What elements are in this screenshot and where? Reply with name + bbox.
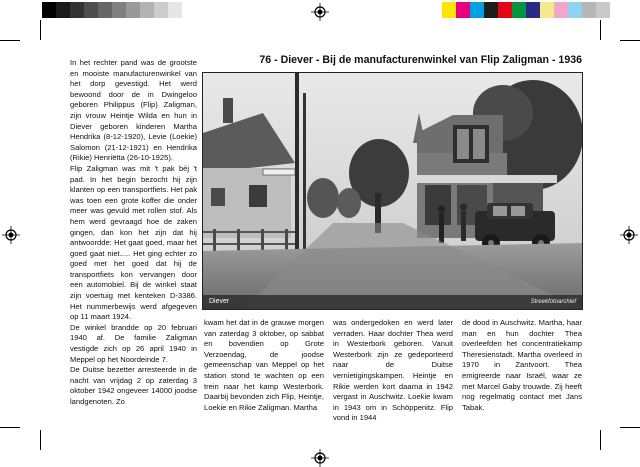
color-swatch (484, 2, 498, 18)
crop-mark (40, 430, 41, 450)
gray-swatch (56, 2, 70, 18)
color-swatch (498, 2, 512, 18)
gray-swatch (84, 2, 98, 18)
color-swatch (456, 2, 470, 18)
crop-mark (0, 40, 20, 41)
color-swatch (554, 2, 568, 18)
registration-mark-right (620, 226, 638, 244)
color-swatch (526, 2, 540, 18)
grayscale-calibration-bar (42, 2, 196, 18)
paragraph: kwam het dat in de grauwe morgen van zaterdag 3 oktober, op sabbat en bovendien op Grote Verzoendag, de joodse gemeenschap van Meppel op het station stond te wachten op een trein naar het kamp Westerbork. Daarbij bevonden zich Flip, Heintje, Loekie en Rikie Zaligman. Martha (204, 318, 324, 412)
page-title: 76 - Diever - Bij de manufacturenwinkel van Flip Zaligman - 1936 (259, 54, 582, 66)
color-calibration-bar (442, 2, 610, 18)
paragraph: De winkel brandde op 20 februari 1940 af. De familie Zaligman vestigde zich op 26 april 1940 in Meppel op het Noordeinde 7. (70, 322, 197, 364)
color-swatch (470, 2, 484, 18)
color-swatch (540, 2, 554, 18)
color-swatch (568, 2, 582, 18)
photo-credit: Streekfotoarchief (530, 299, 576, 305)
crop-mark (0, 427, 20, 428)
gray-swatch (168, 2, 182, 18)
gray-swatch (182, 2, 196, 18)
gray-swatch (70, 2, 84, 18)
photo-caption-place: Diever (209, 298, 230, 305)
paragraph: was ondergedoken en werd later verraden. Haar dochter Thea werd in Westerbork geboren. Vanuit Westerbork zijn ze gedeporteerd naar de Duitse vernietigingskampen. Heintje en Rikie werden kort daarna in 1942 vergast in Auschwitz. Loekie kwam in 1943 om in Schöppenitz. Flip vond in 1944 (333, 318, 453, 423)
paragraph: De Duitse bezetter arresteerde in de nacht van vrijdag 2 op zaterdag 3 oktober 1942 ongeveer 14000 joodse landgenoten. Zo (70, 365, 197, 406)
crop-mark (600, 430, 601, 450)
gray-swatch (112, 2, 126, 18)
gray-swatch (42, 2, 56, 18)
paragraph: Flip Zaligman was mit 't pak bèj 't pad. In het begin bezocht hij zijn klanten op een transportfiets. Het pak was toen een grote koffer die onder meer was gevuld met rollen stof. Als hem werd gevraagd hoe de zaken gingen, dan kon het zijn dat hij antwoordde: Het gaat goed, maar het goed gaat niet..... Het ging echter zo goed met het goed dat hij de transportfiets kon vervangen door een automobiel. Bij de winkel staat zijn voertuig met kenteken D-3386. Het nummerbewijs werd afgegeven op 11 maart 1924. (70, 163, 197, 322)
registration-mark-bottom (311, 449, 329, 467)
color-swatch (512, 2, 526, 18)
historic-photo (202, 72, 583, 310)
gray-swatch (140, 2, 154, 18)
crop-mark (620, 427, 640, 428)
text-column (204, 318, 324, 413)
registration-mark-top (311, 3, 329, 21)
text-column (333, 318, 453, 424)
paragraph: In het rechter pand was de grootste en mooiste manufacturenwinkel van het dorp gevestigd. Het werd bewoond door de in Dwingeloo geboren Philippus (Flip) Zaligman, zijn vrouw Heintje Wilda en hun in Diever geboren kinderen Martha Hendrika (8-12-1920), Levie (Loekie) Salomon (21-12-1921) en Hendrika (Rikie) Henriëtta (26-10-1925). (70, 58, 197, 163)
left-text-column (70, 58, 197, 408)
gray-swatch (98, 2, 112, 18)
photo-illustration (203, 73, 582, 309)
gray-swatch (126, 2, 140, 18)
text-column (462, 318, 582, 413)
gray-swatch (154, 2, 168, 18)
color-swatch (442, 2, 456, 18)
paragraph: de dood in Auschwitz. Martha, haar man en hun dochter Thea overleefden het concentratiekamp Theresienstadt. Martha overleed in 1970 in Zantvoort. Thea emigreerde naar Israël, waar ze met Marcel Gaby trouwde. Zij heeft nog regelmatig contact met Jans Tabak. (462, 318, 582, 412)
crop-mark (600, 20, 601, 40)
registration-mark-left (2, 226, 20, 244)
crop-mark (620, 40, 640, 41)
color-swatch (582, 2, 596, 18)
color-swatch (596, 2, 610, 18)
crop-mark (40, 20, 41, 40)
